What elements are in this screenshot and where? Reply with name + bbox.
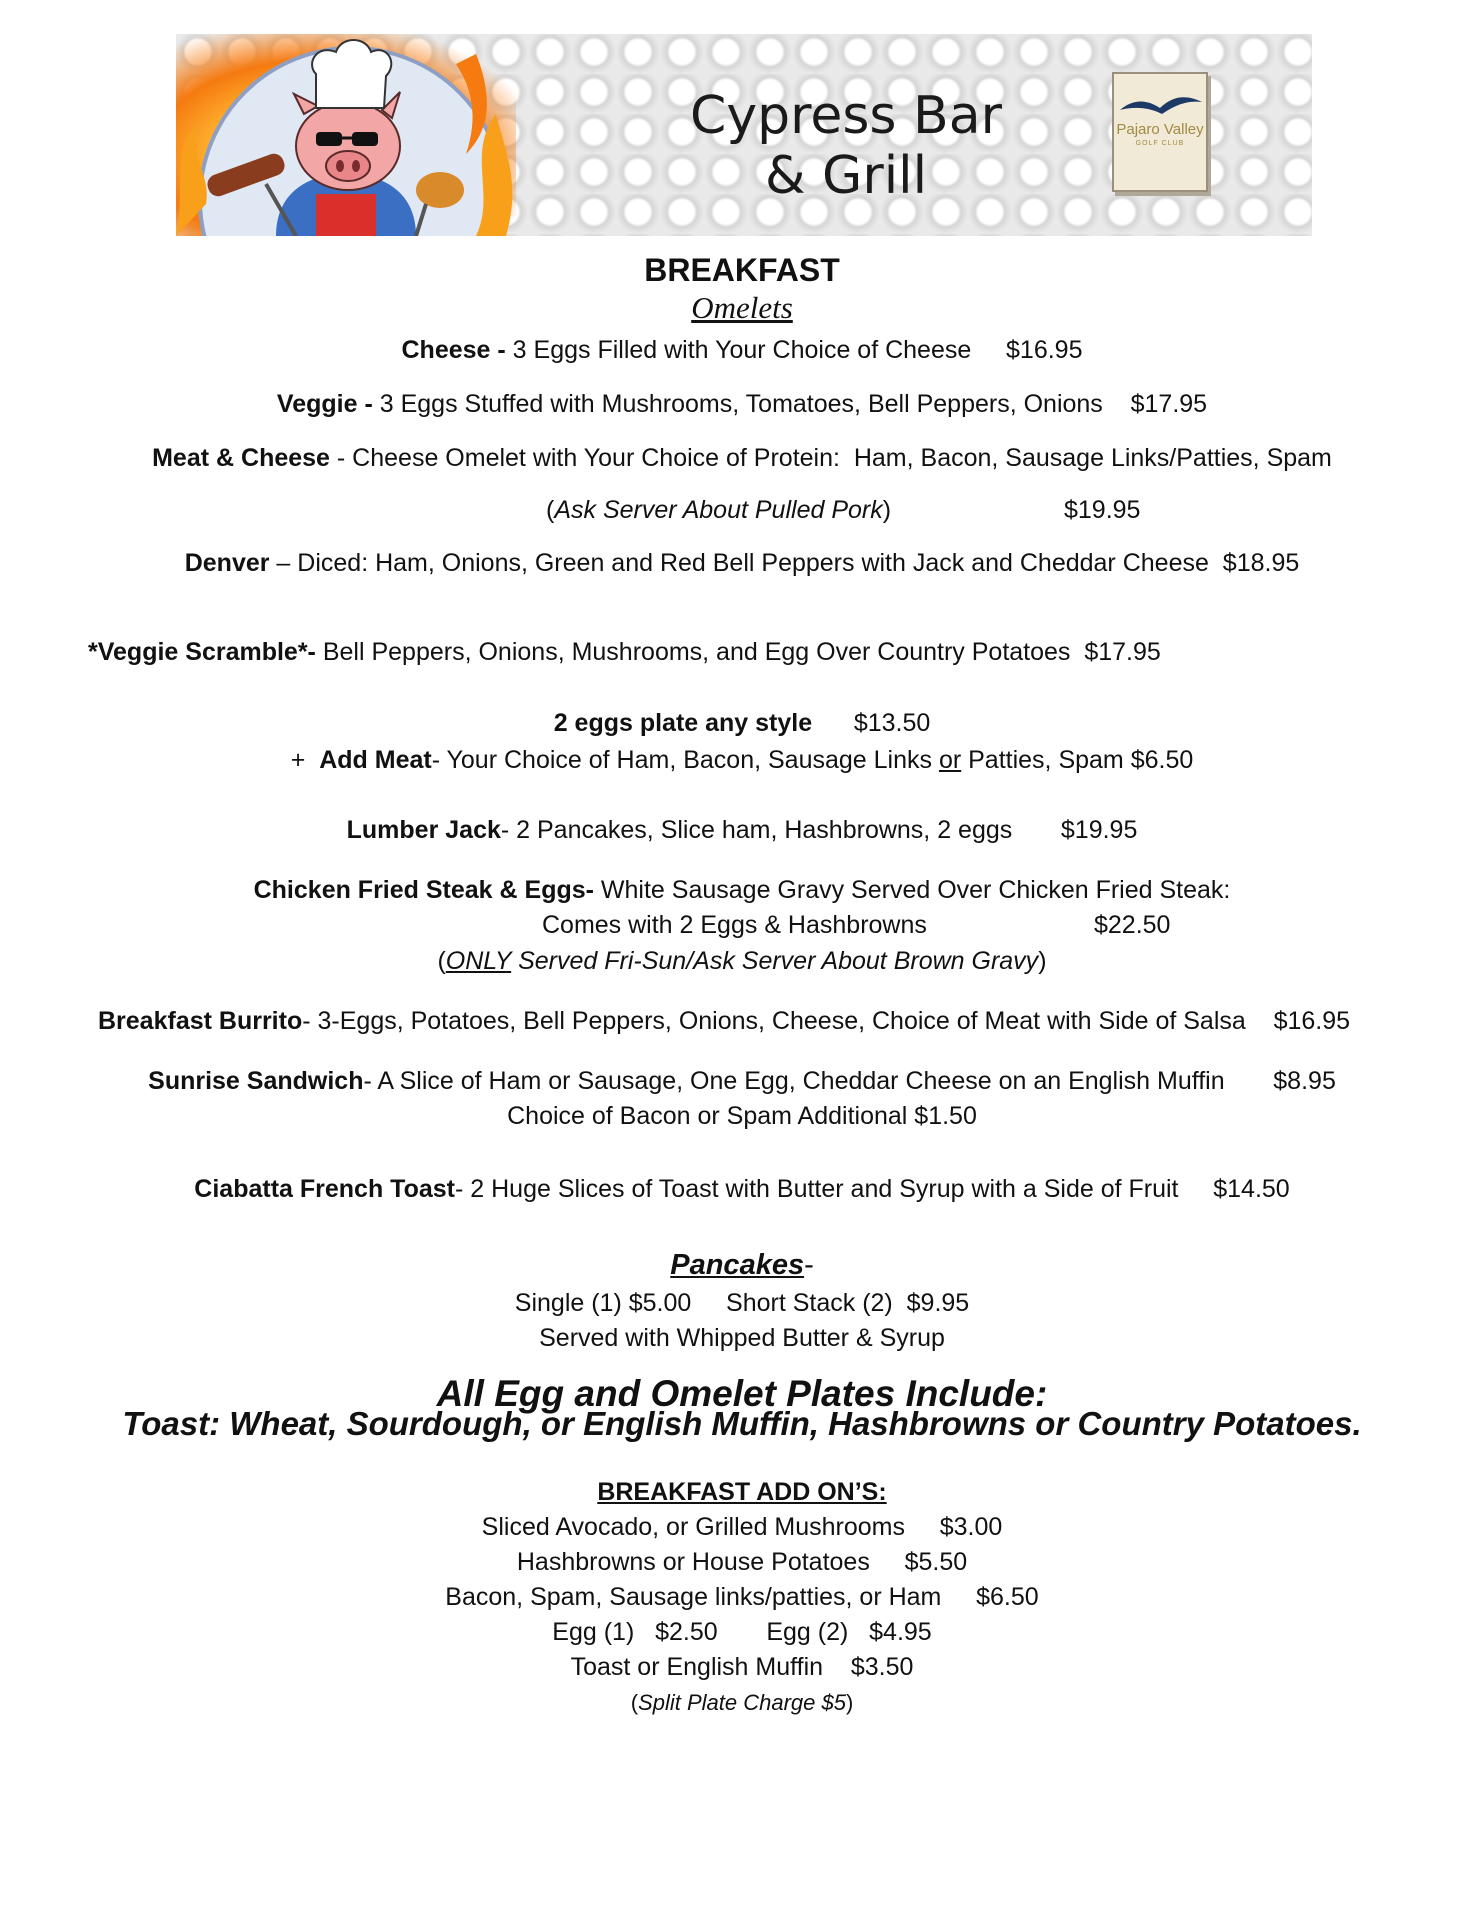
- item-description: 3 Eggs Filled with Your Choice of Cheese: [505, 336, 972, 364]
- egg2-price: $4.95: [869, 1618, 932, 1646]
- menu-item-meat-cheese-price: $19.95: [1064, 496, 1141, 524]
- menu-item-denver: [0, 548, 1484, 578]
- pancakes-heading-suffix: -: [804, 1249, 814, 1281]
- menu-item-sunrise-sandwich-line2: Choice of Bacon or Spam Additional $1.50: [507, 1102, 977, 1130]
- menu-item-veggie-scramble: [88, 637, 1161, 667]
- item-description: - 2 Pancakes, Slice ham, Hashbrowns, 2 eggs: [500, 816, 1013, 844]
- toast-label: Toast or English Muffin: [570, 1653, 824, 1681]
- item-price: $13.50: [853, 709, 931, 737]
- item-description: White Sausage Gravy Served Over Chicken Fried Steak:: [593, 876, 1231, 904]
- seagull-icon: [1114, 84, 1206, 124]
- item-description: - A Slice of Ham or Sausage, One Egg, Cheddar Cheese on an English Muffin: [363, 1067, 1225, 1095]
- pancakes-single: Single (1) $5.00: [514, 1289, 692, 1317]
- addon-price: $6.50: [976, 1583, 1039, 1611]
- addons-heading: [0, 1477, 1484, 1507]
- addon-row: [0, 1547, 1484, 1577]
- menu-item-lumber-jack: [0, 815, 1484, 845]
- includes-line2: Toast: Wheat, Sourdough, or English Muffin, Hashbrowns or Country Potatoes.: [122, 1405, 1362, 1442]
- pancakes-short-stack: Short Stack (2) $9.95: [726, 1289, 970, 1317]
- item-description-or: or: [938, 746, 962, 774]
- split-plate-note: (Split Plate Charge $5): [630, 1690, 854, 1715]
- includes-line1: All Egg and Omelet Plates Include:: [436, 1373, 1048, 1414]
- item-name: Add Meat: [319, 746, 432, 774]
- restaurant-name-line1: Cypress Bar: [690, 86, 1002, 146]
- addon-row: [0, 1582, 1484, 1612]
- item-name: Chicken Fried Steak & Eggs-: [253, 876, 594, 904]
- menu-item-chicken-fried-steak-note: (ONLY Served Fri-Sun/Ask Server About Brown Gravy): [437, 947, 1047, 975]
- menu-item-two-eggs: [0, 708, 1484, 738]
- pig-chef-mascot-image: [176, 34, 516, 236]
- egg1-price: $2.50: [655, 1618, 718, 1646]
- item-price: $16.95: [1006, 336, 1083, 364]
- addon-label: Hashbrowns or House Potatoes: [516, 1548, 870, 1576]
- restaurant-name-line2: & Grill: [764, 146, 928, 206]
- item-description: – Diced: Ham, Onions, Green and Red Bell Peppers with Jack and Cheddar Cheese: [269, 549, 1209, 577]
- item-name: Ciabatta French Toast: [194, 1175, 455, 1203]
- addon-label: Bacon, Spam, Sausage links/patties, or Ham: [445, 1583, 942, 1611]
- item-price: $17.95: [1130, 390, 1208, 418]
- section-title: BREAKFAST: [644, 252, 840, 288]
- menu-item-sunrise-sandwich: [0, 1066, 1484, 1096]
- item-description-a: - Your Choice of Ham, Bacon, Sausage Links: [431, 746, 939, 774]
- item-note: Ask Server About Pulled Pork: [554, 496, 883, 524]
- item-name: Cheese -: [401, 336, 506, 364]
- addon-price: $3.00: [939, 1513, 1003, 1541]
- menu-item-chicken-fried-steak-price: $22.50: [1094, 911, 1171, 939]
- plus-sign: +: [290, 746, 320, 774]
- pig-chef-illustration: [176, 34, 516, 236]
- item-name: Denver: [184, 549, 270, 577]
- omelets-heading: Omelets: [691, 290, 793, 325]
- item-name: Lumber Jack: [346, 816, 501, 844]
- menu-item-french-toast: [0, 1174, 1484, 1204]
- addon-label: Sliced Avocado, or Grilled Mushrooms: [481, 1513, 906, 1541]
- pancakes-served-with: Served with Whipped Butter & Syrup: [539, 1324, 945, 1352]
- menu-item-chicken-fried-steak: [0, 875, 1484, 905]
- item-price: $6.50: [1130, 746, 1194, 774]
- item-price: $17.95: [1084, 638, 1161, 666]
- menu-item-chicken-fried-steak-line2: Comes with 2 Eggs & Hashbrowns: [542, 911, 927, 939]
- item-price: $16.95: [1273, 1007, 1351, 1035]
- item-name: *Veggie Scramble*-: [88, 638, 316, 666]
- item-description: - Cheese Omelet with Your Choice of Protein: Ham, Bacon, Sausage Links/Patties, Spam: [329, 444, 1332, 472]
- egg1-label: Egg (1): [552, 1618, 635, 1646]
- item-name: Meat & Cheese: [152, 444, 330, 472]
- addon-price: $5.50: [904, 1548, 968, 1576]
- pancakes-prices: [0, 1288, 1484, 1318]
- item-price: $14.50: [1213, 1175, 1290, 1203]
- pancakes-heading: [0, 1248, 1484, 1282]
- item-description: Bell Peppers, Onions, Mushrooms, and Egg Over Country Potatoes: [315, 638, 1071, 666]
- item-description-b: Patties, Spam: [961, 746, 1124, 774]
- pancakes-heading-text: Pancakes: [670, 1249, 805, 1281]
- item-price: $8.95: [1273, 1067, 1336, 1095]
- item-description: - 2 Huge Slices of Toast with Butter and Syrup with a Side of Fruit: [455, 1175, 1179, 1203]
- item-price: $19.95: [1060, 816, 1138, 844]
- split-plate-text: Split Plate Charge $5: [638, 1690, 846, 1715]
- item-name: 2 eggs plate any style: [553, 709, 813, 737]
- club-logo-subtext: GOLF CLUB: [1135, 140, 1185, 147]
- addons-heading-text: BREAKFAST ADD ON’S:: [597, 1478, 887, 1506]
- egg2-label: Egg (2): [766, 1618, 849, 1646]
- header-banner: [176, 34, 1312, 236]
- item-price: $18.95: [1222, 549, 1300, 577]
- toast-price: $3.50: [850, 1653, 914, 1681]
- item-description: 3 Eggs Stuffed with Mushrooms, Tomatoes, Bell Peppers, Onions: [372, 390, 1103, 418]
- club-logo-text: Pajaro Valley: [1116, 121, 1204, 138]
- item-description: - 3-Eggs, Potatoes, Bell Peppers, Onions, Cheese, Choice of Meat with Side of Salsa: [302, 1007, 1246, 1035]
- note-only: ONLY: [445, 947, 512, 975]
- menu-item-cheese: [0, 335, 1484, 365]
- item-name: Breakfast Burrito: [98, 1007, 303, 1035]
- menu-item-breakfast-burrito: [98, 1006, 1350, 1036]
- item-name: Veggie -: [276, 390, 373, 418]
- item-name: Sunrise Sandwich: [148, 1067, 364, 1095]
- addon-row-toast: [0, 1652, 1484, 1682]
- menu-item-veggie: [0, 389, 1484, 419]
- addon-row-eggs: [0, 1617, 1484, 1647]
- pajaro-valley-logo: [1112, 72, 1208, 192]
- note-rest: Served Fri-Sun/Ask Server About Brown Gravy: [511, 947, 1039, 975]
- addon-row: [0, 1512, 1484, 1542]
- menu-item-add-meat: [0, 745, 1484, 775]
- menu-item-meat-cheese-note: (Ask Server About Pulled Pork): [546, 496, 892, 524]
- menu-item-meat-cheese: [0, 443, 1484, 473]
- restaurant-name: [636, 86, 1056, 206]
